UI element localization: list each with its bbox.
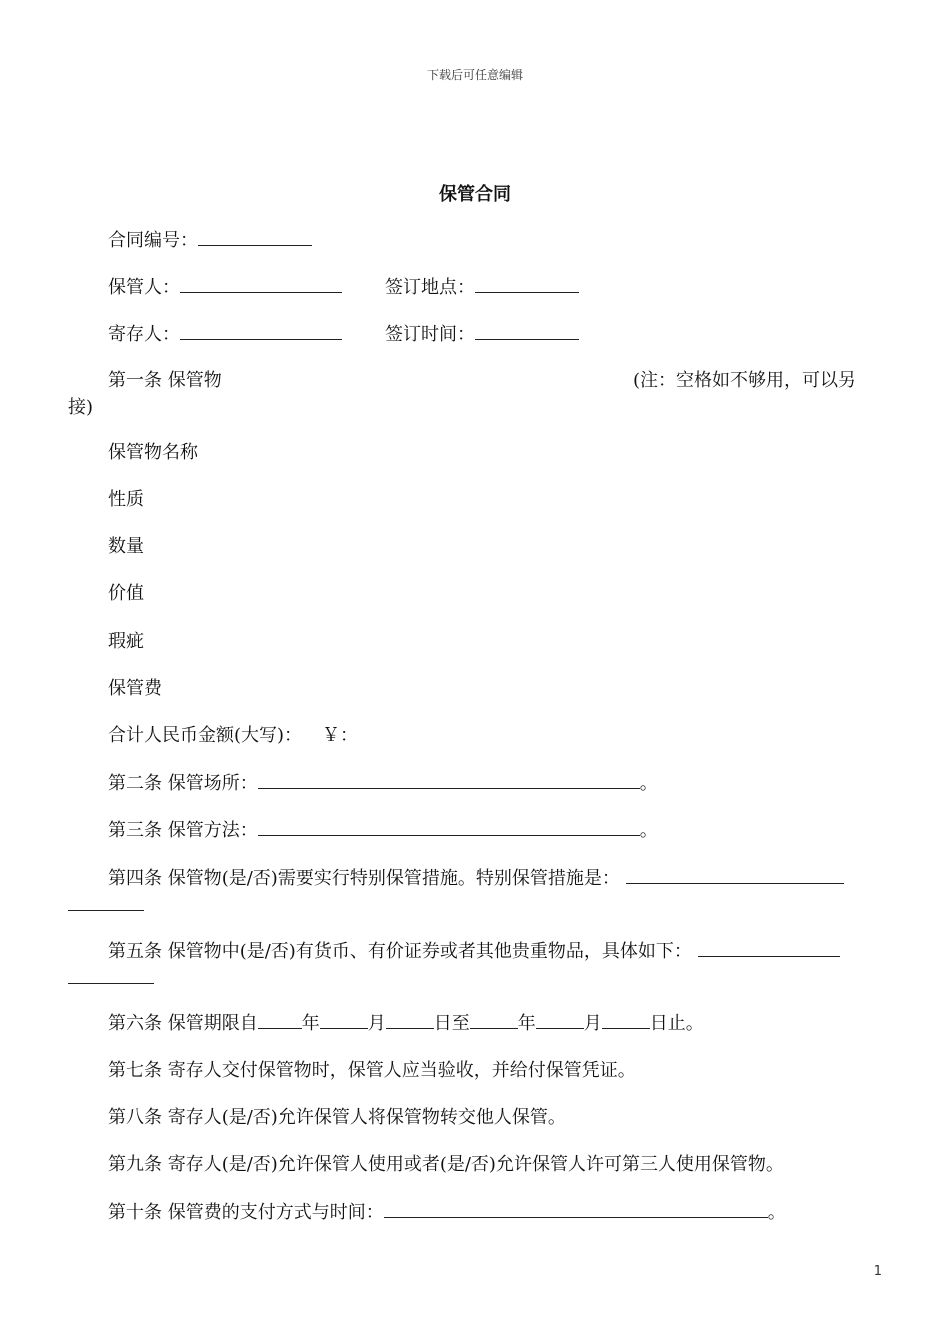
article-5-blank-continued[interactable] [68,983,154,984]
article-8: 第八条 寄存人(是/否)允许保管人将保管物转交他人保管。 [108,1107,566,1128]
article-10-end: 。 [767,1202,786,1223]
article-6-day-end: 日止。 [649,1013,704,1034]
sign-place-label: 签订地点： [385,277,475,298]
field-item-name: 保管物名称 [108,442,198,463]
end-month-blank[interactable] [536,1011,584,1029]
field-total-label: 合计人民币金额(大写)： [108,725,303,746]
field-value: 价值 [108,583,144,604]
header-note: 下载后可任意编辑 [426,68,523,82]
article-1-note-continued: 接) [68,397,94,418]
article-9: 第九条 寄存人(是/否)允许保管人使用或者(是/否)允许保管人许可第三人使用保管物。 [108,1154,784,1175]
contract-number-blank[interactable] [198,228,312,246]
sign-place-blank[interactable] [475,275,579,293]
article-10-label: 第十条 保管费的支付方式与时间： [108,1202,384,1223]
field-defect: 瑕疵 [108,631,144,652]
article-6-month2: 月 [583,1013,602,1034]
sign-time-line [385,322,579,347]
start-month-blank[interactable] [320,1011,368,1029]
article-3-end: 。 [639,820,658,841]
field-quantity: 数量 [108,536,144,557]
article-6-month: 月 [367,1013,386,1034]
article-2-line [108,771,658,796]
depositor-line [108,322,342,347]
field-fee: 保管费 [108,678,162,699]
contract-number-line [108,228,312,253]
page-number: 1 [873,1264,882,1279]
custodian-line [108,275,342,300]
article-5-text: 第五条 保管物中(是/否)有货币、有价证券或者其他贵重物品，具体如下： [108,941,692,962]
article-7: 第七条 寄存人交付保管物时，保管人应当验收，并给付保管凭证。 [108,1060,636,1081]
article-3-blank[interactable] [258,818,640,836]
article-6-line [108,1011,704,1036]
custodian-label: 保管人： [108,277,180,298]
article-1-note: (注：空格如不够用，可以另 [633,370,857,391]
depositor-blank[interactable] [180,322,342,340]
article-2-label: 第二条 保管场所： [108,773,258,794]
sign-time-label: 签订时间： [385,324,475,345]
article-5-line [108,939,840,964]
article-10-line [108,1200,786,1225]
field-yen-label: ￥： [322,725,359,746]
start-day-blank[interactable] [386,1011,434,1029]
article-3-label: 第三条 保管方法： [108,820,258,841]
article-10-blank[interactable] [384,1200,768,1218]
article-3-line [108,818,658,843]
article-4-line [108,866,844,891]
sign-time-blank[interactable] [475,322,579,340]
article-6-day-to: 日至 [433,1013,470,1034]
custodian-blank[interactable] [180,275,342,293]
field-total-line [108,724,358,748]
depositor-label: 寄存人： [108,324,180,345]
article-6-year: 年 [301,1013,320,1034]
article-4-blank-continued[interactable] [68,910,144,911]
article-2-end: 。 [639,773,658,794]
start-year-blank[interactable] [258,1011,302,1029]
end-day-blank[interactable] [602,1011,650,1029]
article-6-year2: 年 [517,1013,536,1034]
end-year-blank[interactable] [470,1011,518,1029]
article-4-blank[interactable] [626,866,844,884]
article-4-text: 第四条 保管物(是/否)需要实行特别保管措施。特别保管措施是： [108,868,620,889]
article-1-label: 第一条 保管物 [108,370,222,391]
field-nature: 性质 [108,489,144,510]
article-5-blank[interactable] [698,939,840,957]
document-title: 保管合同 [439,184,511,205]
contract-number-label: 合同编号： [108,230,198,251]
sign-place-line [385,275,579,300]
article-2-blank[interactable] [258,771,640,789]
article-6-prefix: 第六条 保管期限自 [108,1013,258,1034]
